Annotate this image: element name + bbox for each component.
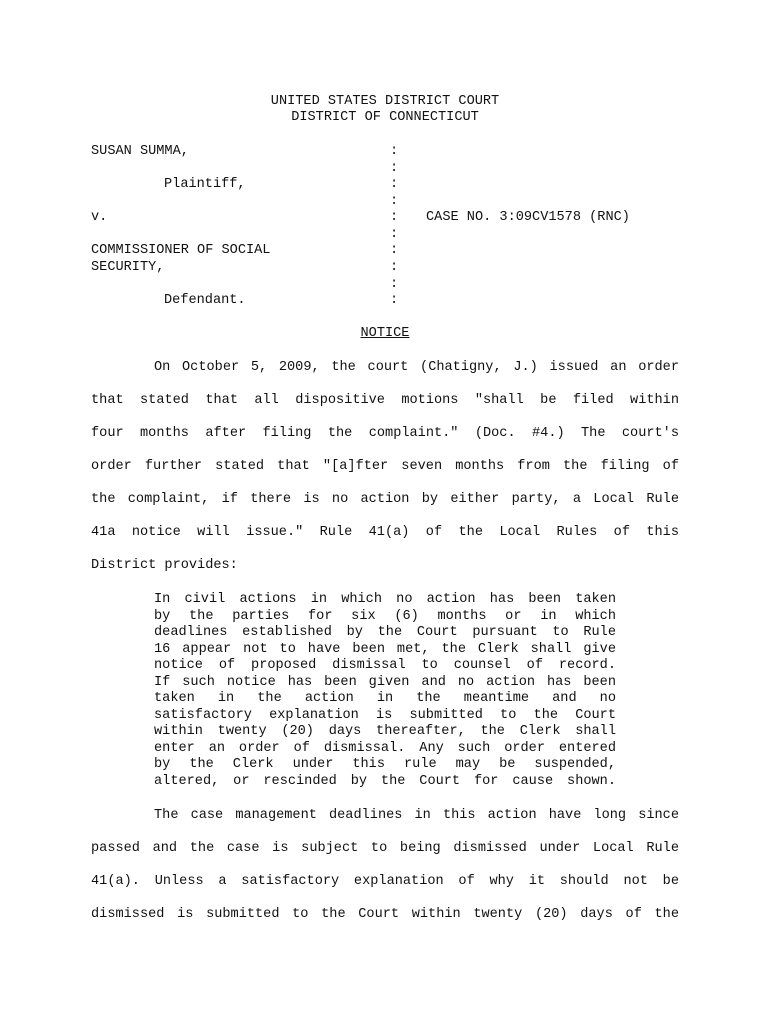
paragraph-2-line: dismissed is submitted to the Court within twenty (20) days of the [91, 907, 679, 922]
paragraph-2-line: The case management deadlines in this action have long since [154, 808, 679, 823]
paragraph-1-line: the complaint, if there is no action by either party, a Local Rule [91, 492, 679, 507]
caption-separator: : [390, 277, 399, 292]
caption-separator: : [390, 144, 399, 159]
caption-separator: : [390, 260, 399, 275]
block-quote-line: In civil actions in which no action has been taken [154, 592, 616, 607]
caption-separator: : [390, 210, 399, 225]
block-quote-line: taken in the action in the meantime and no [154, 691, 616, 706]
defendant-role: Defendant. [164, 293, 246, 308]
paragraph-1-line: that stated that all dispositive motions "shall be filed within [91, 393, 679, 408]
block-quote-line: If such notice has been given and no action has been [154, 674, 616, 690]
caption-separator: : [390, 227, 399, 242]
block-quote-line: deadlines established by the Court pursuant to Rule [154, 625, 616, 640]
block-quote-line: by the Clerk under this rule may be suspended, [154, 757, 616, 772]
paragraph-2-line: passed and the case is subject to being dismissed under Local Rule [91, 841, 679, 856]
defendant-name-line1: COMMISSIONER OF SOCIAL [91, 243, 271, 258]
case-number: CASE NO. 3:09CV1578 (RNC) [426, 210, 630, 225]
caption-separator: : [390, 194, 399, 209]
caption-separator: : [390, 243, 399, 258]
caption-separator: : [390, 177, 399, 192]
block-quote-line: within twenty (20) days thereafter, the Clerk shall [154, 724, 616, 739]
paragraph-1-line: 41a notice will issue." Rule 41(a) of the Local Rules of this [91, 525, 679, 540]
caption-separator: : [390, 161, 399, 176]
court-name: UNITED STATES DISTRICT COURT [270, 94, 500, 109]
block-quote-line: altered, or rescinded by the Court for cause shown. [154, 773, 616, 789]
defendant-name-line2: SECURITY, [91, 260, 165, 275]
block-quote-line: by the parties for six (6) months or in which [154, 608, 616, 624]
block-quote-line: satisfactory explanation is submitted to the Court [154, 707, 616, 723]
paragraph-1-line: On October 5, 2009, the court (Chatigny, J.) issued an order [154, 360, 679, 375]
versus-label: v. [91, 210, 108, 225]
court-district: DISTRICT OF CONNECTICUT [291, 110, 479, 125]
plaintiff-name: SUSAN SUMMA, [91, 144, 189, 159]
paragraph-1-line: four months after filing the complaint." (Doc. #4.) The court's [91, 426, 679, 441]
plaintiff-role: Plaintiff, [164, 177, 246, 192]
caption-separator: : [390, 293, 399, 308]
paragraph-2-line: 41(a). Unless a satisfactory explanation of why it should not be [91, 874, 679, 889]
paragraph-1-line: order further stated that "[a]fter seven months from the filing of [91, 459, 679, 474]
notice-heading: NOTICE [360, 326, 410, 341]
paragraph-1-line: District provides: [91, 558, 238, 573]
block-quote-line: notice of proposed dismissal to counsel of record. [154, 658, 616, 673]
block-quote-line: 16 appear not to have been met, the Clerk shall give [154, 641, 616, 657]
block-quote-line: enter an order of dismissal. Any such order entered [154, 740, 616, 756]
